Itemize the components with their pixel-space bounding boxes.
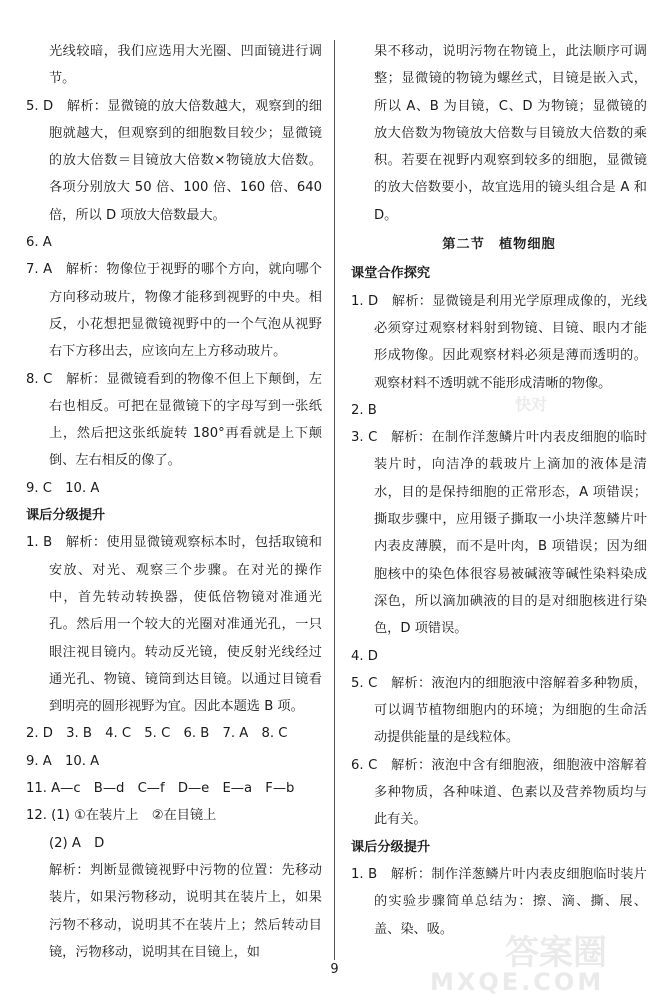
column-divider xyxy=(334,40,335,960)
left-line-10: 11. A—c B—d C—f D—e E—a F—b xyxy=(26,781,295,797)
left-line-7: 1. B 解析：使用显微镜观察标本时，包括取镜和安放、对光、观察三个步骤。在对光的操作中，首先转动转换器，使低倍物镜对准通光孔。然后用一个较大的光圈对准通光孔，一只眼注视目镜内。转动反光镜，使反射光线经过通光孔、物镜、镜筒到达目镜。以通过目镜看到明亮的圆形视野为宜。因此本题选 B 项。 xyxy=(26,535,322,715)
left-line-2: 6. A xyxy=(26,235,52,251)
left-column xyxy=(26,38,322,966)
right-line-4: 2. B xyxy=(351,402,377,418)
left-line-0: 光线较暗，我们应选用大光圈、凹面镜进行调节。 xyxy=(49,44,322,87)
left-line-8: 2. D 3. B 4. C 5. C 6. B 7. A 8. C xyxy=(26,726,288,742)
left-line-13: 解析：判断显微镜视野中污物的位置：先移动装片，如果污物移动，说明其在装片上，如果污物不移动，说明其不在装片上；然后转动目镜，污物移动，说明其在目镜上，如 xyxy=(49,862,322,960)
watermark-kuaidui: 快对 xyxy=(515,395,548,414)
right-section-heading-2: 课后分级提升 xyxy=(351,839,431,855)
right-line-3: 1. D 解析：显微镜是利用光学原理成像的，光线必须穿过观察材料射到物镜、目镜、眼内才能形成物像。因此观察材料必须是薄而透明的。观察材料不透明就不能形成清晰的物像。 xyxy=(351,293,647,391)
right-line-7: 5. C 解析：液泡内的细胞液中溶解着多种物质，可以调节植物细胞内的环境；为细胞的生命活动提供能量的是线粒体。 xyxy=(351,675,647,746)
left-line-9: 9. A 10. A xyxy=(26,753,100,769)
page-number: 9 xyxy=(330,962,339,977)
right-line-10: 1. B 解析：制作洋葱鳞片叶内表皮细胞临时装片的实验步骤简单总结为：擦、滴、撕、展、盖、染、吸。 xyxy=(351,866,647,937)
left-line-11: 12. (1) ①在装片上 ②在目镜上 xyxy=(26,808,217,824)
right-line-5: 3. C 解析：在制作洋葱鳞片叶内表皮细胞的临时装片时，向洁净的载玻片上滴加的液体是清水，目的是保持细胞的正常形态，A 项错误；撕取步骤中，应用镊子撕取一小块洋葱鳞片叶内表皮薄膜，而不是叶肉，B 项错误；因为细胞核中的染色体很容易被碱液等碱性染料染成深色，所以滴加碘液的目的是对细胞核进行染色，D 项错误。 xyxy=(351,430,647,637)
left-line-1: 5. D 解析：显微镜的放大倍数越大，观察到的细胞就越大，但观察到的细胞数目较少；显微镜的放大倍数＝目镜放大倍数×物镜放大倍数。各项分别放大 50 倍、100 倍、160 倍、640 倍，所以 D 项放大倍数最大。 xyxy=(26,98,322,223)
watermark-site: MXQE.COM xyxy=(430,968,605,996)
left-line-3: 7. A 解析：物像位于视野的哪个方向，就向哪个方向移动玻片，物像才能移到视野的中央。相反，小花想把显微镜视野中的一个气泡从视野右下方移出去，应该向左上方移动玻片。 xyxy=(26,262,322,360)
left-section-heading: 课后分级提升 xyxy=(26,508,106,524)
left-line-5: 9. C 10. A xyxy=(26,480,100,496)
right-line-0: 果不移动，说明污物在物镜上，此法顺序可调整；显微镜的物镜为螺丝式，目镜是嵌入式，所以 A、B 为目镜，C、D 为物镜；显微镜的放大倍数为物镜放大倍数与目镜放大倍数的乘积。若要在视野内观察到较多的细胞，显微镜的放大倍数要小，故宜选用的镜头组合是 A 和 D。 xyxy=(374,44,647,223)
section-title: 第二节 植物细胞 xyxy=(442,237,556,253)
left-line-12: (2) A D xyxy=(49,835,105,851)
right-column xyxy=(351,38,647,943)
left-line-4: 8. C 解析：显微镜看到的物像不但上下颠倒，左右也相反。可把在显微镜下的字母写到一张纸上，然后把这张纸旋转 180°再看就是上下颠倒、左右相反的像了。 xyxy=(26,371,322,469)
watermark-daanquan: 答案圈 xyxy=(505,933,607,973)
right-line-6: 4. D xyxy=(351,648,378,664)
right-line-8: 6. C 解析：液泡中含有细胞液，细胞液中溶解着多种物质，各种味道、色素以及营养物质均与此有关。 xyxy=(351,757,647,828)
right-section-heading-1: 课堂合作探究 xyxy=(351,266,431,282)
